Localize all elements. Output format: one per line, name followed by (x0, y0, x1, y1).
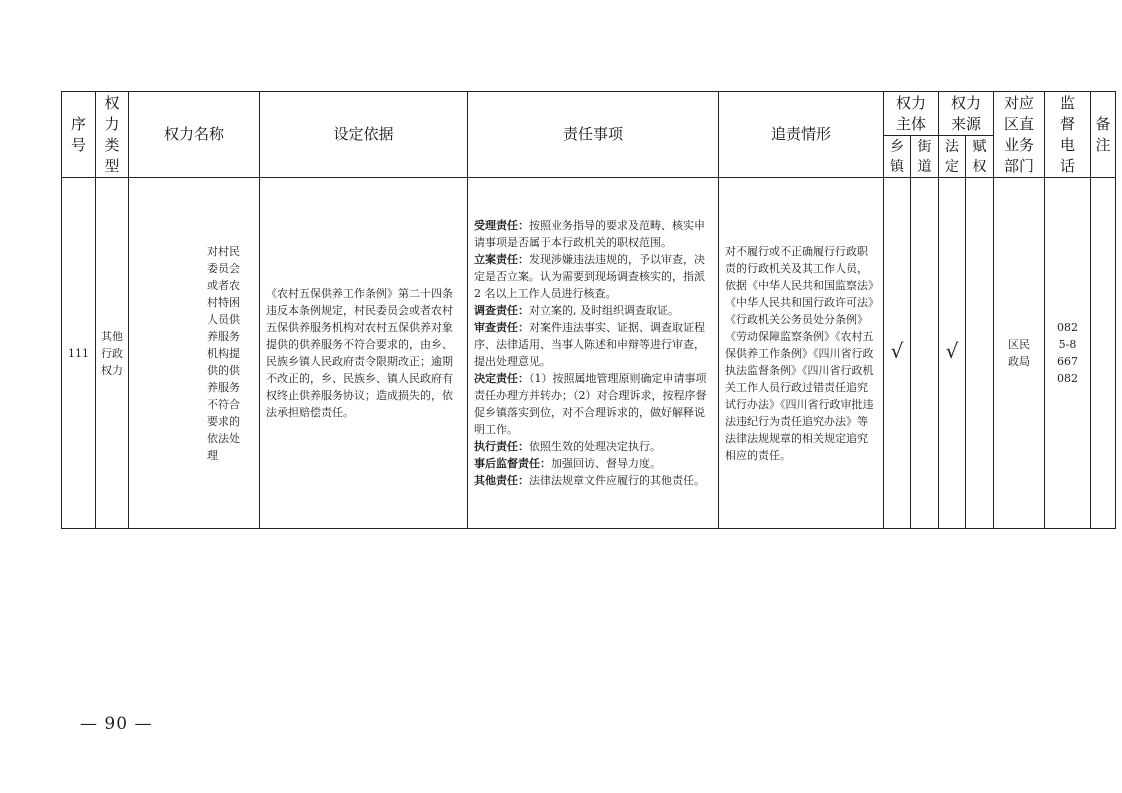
responsibility-item (474, 438, 712, 455)
responsibility-item (474, 370, 712, 438)
cell-source-legal (939, 178, 966, 529)
cell-basis: 《农村五保供养工作条例》第二十四条 违反本条例规定，村民委员会或者农村五保供养服务机构对农村五保供养对象提供的供养服务不符合要求的，由乡、民族乡镇人民政府责令限期改正；逾期不改正的，乡、民族乡、镇人民政府有权终止供养服务协议；造成损失的，依法承担赔偿责任。 (260, 178, 468, 529)
cell-responsibility (468, 178, 719, 529)
header-power-type: 权力类型 (96, 92, 129, 178)
cell-power-type: 其他行政权力 (96, 178, 129, 529)
responsibility-item (474, 455, 712, 472)
responsibility-label: 立案责任： (474, 253, 529, 266)
header-subject: 权力主体 (884, 92, 939, 136)
responsibility-item (474, 217, 712, 251)
header-dept: 对应区直业务部门 (994, 92, 1045, 178)
responsibility-label: 事后监督责任： (474, 457, 551, 470)
header-source: 权力来源 (939, 92, 994, 136)
header-subject-street: 街道 (911, 136, 939, 178)
cell-seq: 111 (62, 178, 96, 529)
header-responsibility: 责任事项 (468, 92, 719, 178)
responsibility-text: 对案件违法事实、证据、调查取证程序、法律适用、当事人陈述和申辩等进行审查，提出处理意见。 (474, 321, 705, 368)
responsibility-text: 法律法规章文件应履行的其他责任。 (529, 474, 705, 487)
cell-subject-street (911, 178, 939, 529)
header-source-grant: 赋权 (966, 136, 994, 178)
responsibility-item (474, 472, 712, 489)
responsibility-text: 发现涉嫌违法违规的，予以审查，决定是否立案。认为需要到现场调查核实的，指派 2 名以上工作人员进行核查。 (474, 253, 705, 300)
cell-remarks (1091, 178, 1116, 529)
responsibility-text: 加强回访、督导力度。 (551, 457, 661, 470)
header-phone: 监督电话 (1045, 92, 1091, 178)
responsibility-label: 执行责任： (474, 440, 529, 453)
responsibility-text: （1）按照属地管理原则确定申请事项责任办理方并转办；（2）对合理诉求，按程序督促乡镇落实到位，对不合理诉求的，做好解释说明工作。 (474, 372, 707, 436)
power-list-table (61, 91, 1116, 529)
responsibility-list (468, 217, 718, 489)
check-mark-icon: √ (945, 339, 959, 363)
responsibility-text: 按照业务指导的要求及范畴、核实申请事项是否属于本行政机关的职权范围。 (474, 219, 705, 249)
table-row (62, 178, 1116, 529)
header-subject-town: 乡镇 (884, 136, 911, 178)
responsibility-item (474, 302, 712, 319)
header-basis: 设定依据 (260, 92, 468, 178)
header-source-legal: 法定 (939, 136, 966, 178)
responsibility-text: 依照生效的处理决定执行。 (529, 440, 661, 453)
cell-source-grant (966, 178, 994, 529)
header-power-name: 权力名称 (129, 92, 260, 178)
responsibility-item (474, 319, 712, 370)
responsibility-label: 受理责任： (474, 219, 529, 232)
cell-power-name: 对村民委员会或者农村特困人员供养服务机构提供的供养服务不符合要求的依法处理 (129, 178, 260, 529)
page-number: — 90 — (80, 714, 153, 734)
responsibility-label: 审查责任： (474, 321, 529, 334)
responsibility-label: 其他责任： (474, 474, 529, 487)
cell-subject-town (884, 178, 911, 529)
cell-accountability: 对不履行或不正确履行行政职责的行政机关及其工作人员，依据《中华人民共和国监察法》《中华人民共和国行政许可法》《行政机关公务员处分条例》《劳动保障监察条例》《农村五保供养工作条例》《四川省行政执法监督条例》《四川省行政机关工作人员行政过错责任追究试行办法》《四川省行政审批违法违纪行为责任追究办法》等法律法规规章的相关规定追究相应的责任。 (719, 178, 884, 529)
cell-phone: 0825-8667082 (1045, 178, 1091, 529)
responsibility-item (474, 251, 712, 302)
responsibility-label: 决定责任： (474, 372, 529, 385)
responsibility-text: 对立案的, 及时组织调查取证。 (529, 304, 679, 317)
header-accountability: 追责情形 (719, 92, 884, 178)
cell-dept: 区民政局 (994, 178, 1045, 529)
header-remarks: 备注 (1091, 92, 1116, 178)
check-mark-icon: √ (890, 339, 904, 363)
responsibility-label: 调查责任： (474, 304, 529, 317)
header-seq: 序号 (62, 92, 96, 178)
